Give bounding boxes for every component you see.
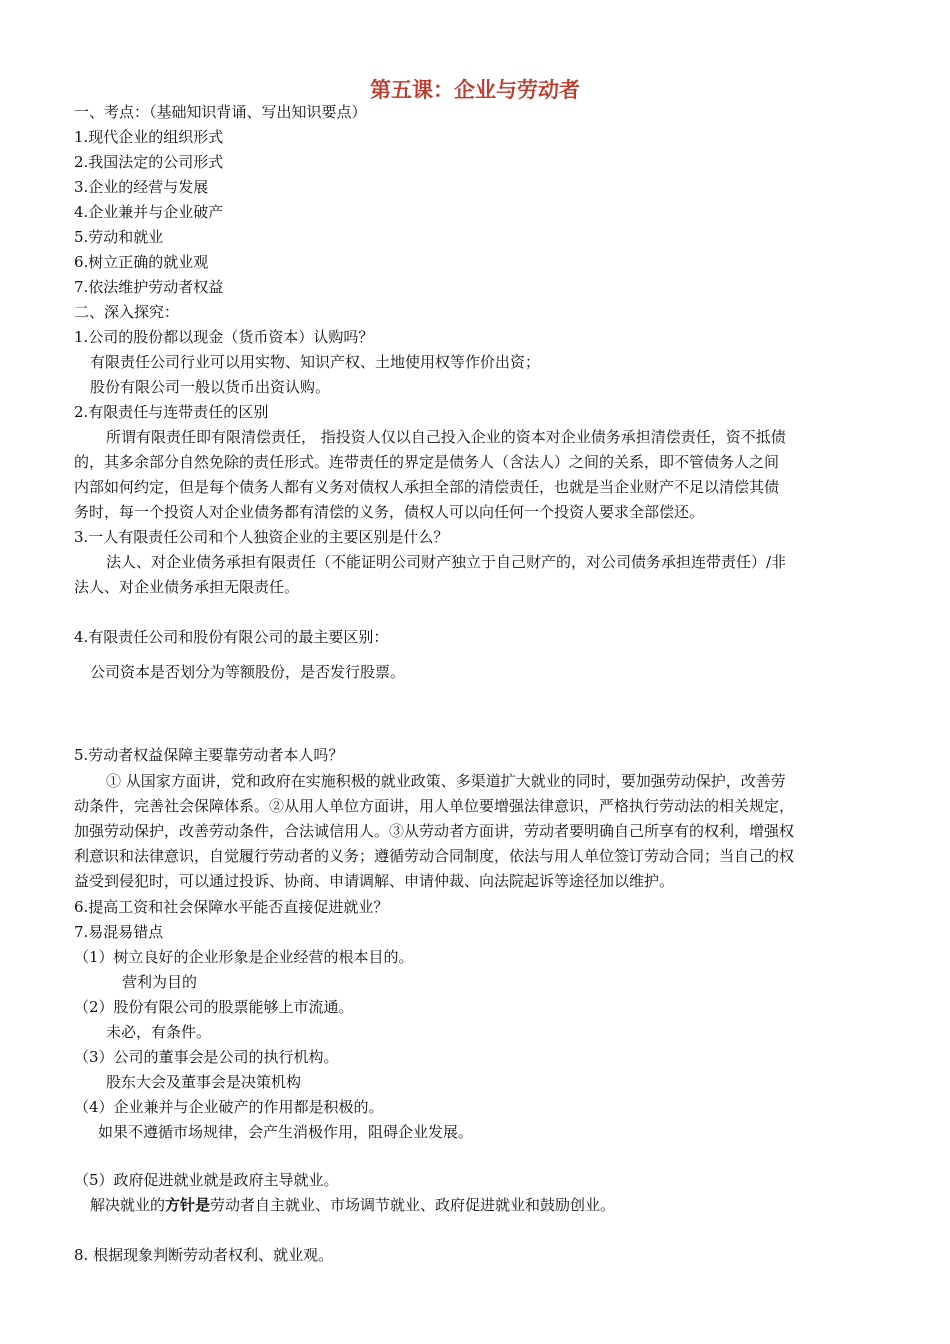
statement-line: （3）公司的董事会是公司的执行机构。 (74, 1048, 339, 1066)
answer-line: 营利为目的 (122, 973, 198, 991)
paragraph-line: 所谓有限责任即有限清偿责任， 指投资人仅以自己投入企业的资本对企业债务承担清偿责任，资不抵债 (106, 428, 786, 446)
answer-rest: 劳动者自主就业、市场调节就业、政府促进就业和鼓励创业。 (210, 1196, 616, 1214)
paragraph-line: 的，其多余部分自然免除的责任形式。连带责任的界定是债务人（含法人）之间的关系，即不管债务人之间 (74, 453, 780, 471)
section1-heading: 一、考点：（基础知识背诵、写出知识要点） (74, 103, 367, 121)
list-item: 5.劳动和就业 (74, 228, 164, 246)
page-title: 第五课：企业与劳动者 (370, 78, 580, 102)
answer-line: 有限责任公司行业可以用实物、知识产权、土地使用权等作价出资； (90, 353, 541, 371)
answer-line: 公司资本是否划分为等额股份，是否发行股票。 (90, 663, 406, 681)
list-item: 4.企业兼并与企业破产 (74, 203, 224, 221)
section2-heading: 二、深入探究： (74, 303, 180, 321)
paragraph-line: 法人、对企业债务承担有限责任（不能证明公司财产独立于自己财产的，对公司债务承担连带责任）/非 (106, 553, 787, 571)
paragraph-line: 利意识和法律意识，自觉履行劳动者的义务；遵循劳动合同制度，依法与用人单位签订劳动合同；当自己的权 (74, 847, 795, 865)
list-item: 1.现代企业的组织形式 (74, 128, 224, 146)
paragraph-line: 加强劳动保护，改善劳动条件，合法诚信用人。③从劳动者方面讲，劳动者要明确自己所享有的权利，增强权 (74, 822, 795, 840)
answer-line (90, 1195, 615, 1215)
paragraph-line: 务时，每一个投资人对企业债务都有清偿的义务，债权人可以向任何一个投资人要求全部偿还。 (74, 503, 705, 521)
question-3: 3.一人有限责任公司和个人独资企业的主要区别是什么？ (74, 528, 449, 546)
paragraph-line: 动条件，完善社会保障体系。②从用人单位方面讲，用人单位要增强法律意识，严格执行劳动法的相关规定， (74, 797, 795, 815)
statement-line: （5）政府促进就业就是政府主导就业。 (74, 1171, 339, 1189)
statement-line: （2）股份有限公司的股票能够上市流通。 (74, 998, 354, 1016)
list-item: 6.树立正确的就业观 (74, 253, 209, 271)
paragraph-line: 法人、对企业债务承担无限责任。 (74, 578, 300, 596)
question-4: 4.有限责任公司和股份有限公司的最主要区别： (74, 628, 389, 646)
question-1: 1.公司的股份都以现金（货币资本）认购吗？ (74, 328, 374, 346)
answer-bold: 方针是 (165, 1196, 211, 1214)
question-6: 6.提高工资和社会保障水平能否直接促进就业？ (74, 898, 389, 916)
question-8: 8. 根据现象判断劳动者权利、就业观。 (74, 1246, 334, 1264)
statement-line: （4）企业兼并与企业破产的作用都是积极的。 (74, 1098, 384, 1116)
paragraph-line: 内部如何约定，但是每个债务人都有义务对债权人承担全部的清偿责任，也就是当企业财产不足以清偿其债 (74, 478, 780, 496)
question-5: 5.劳动者权益保障主要靠劳动者本人吗？ (74, 746, 344, 764)
list-item: 7.依法维护劳动者权益 (74, 278, 224, 296)
answer-line: 未必，有条件。 (106, 1023, 212, 1041)
paragraph-line: ① 从国家方面讲，党和政府在实施积极的就业政策、多渠道扩大就业的同时，要加强劳动保护，改善劳 (106, 772, 786, 790)
answer-line: 股东大会及董事会是决策机构 (106, 1073, 302, 1091)
question-2: 2.有限责任与连带责任的区别 (74, 403, 269, 421)
paragraph-line: 益受到侵犯时，可以通过投诉、协商、申请调解、申请仲裁、向法院起诉等途径加以维护。 (74, 872, 675, 890)
answer-prefix: 解决就业的 (90, 1196, 166, 1214)
list-item: 3.企业的经营与发展 (74, 178, 209, 196)
statement-line: （1）树立良好的企业形象是企业经营的根本目的。 (74, 948, 414, 966)
answer-line: 如果不遵循市场规律，会产生消极作用，阻碍企业发展。 (98, 1123, 474, 1141)
answer-line: 股份有限公司一般以货币出资认购。 (90, 378, 331, 396)
question-7: 7.易混易错点 (74, 923, 164, 941)
list-item: 2.我国法定的公司形式 (74, 153, 224, 171)
